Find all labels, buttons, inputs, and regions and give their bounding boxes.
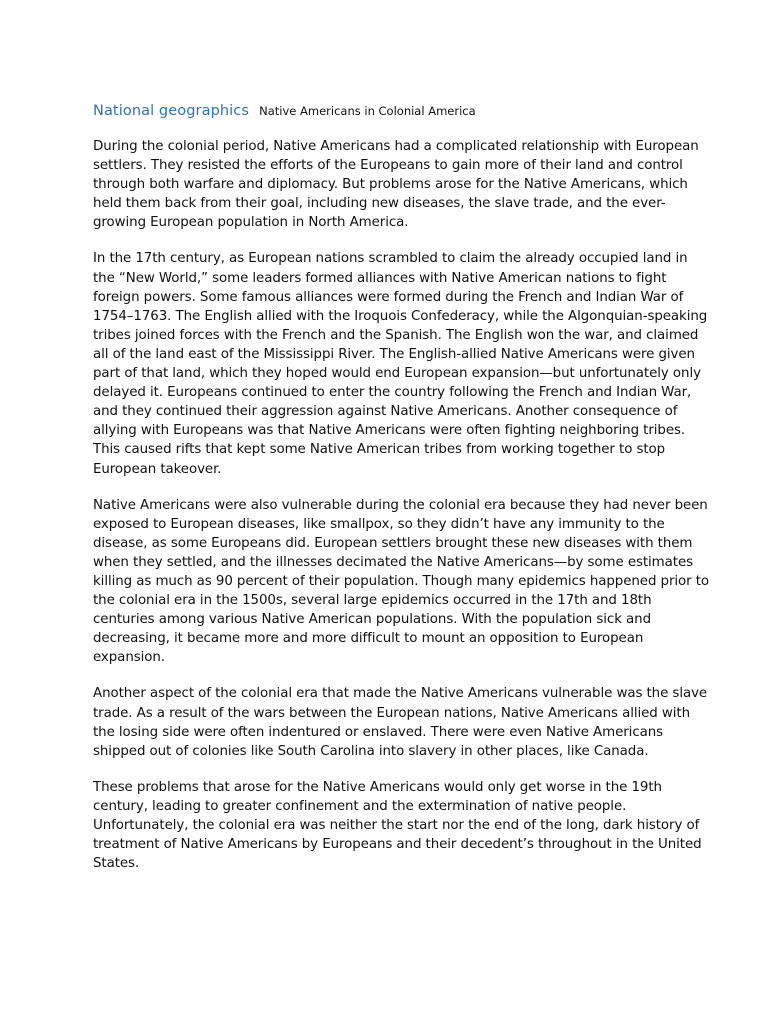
text-line: when they settled, and the illnesses decimated the Native Americans—by some estimates: [93, 554, 693, 570]
text-line: foreign powers. Some famous alliances were formed during the French and Indian War of: [93, 289, 684, 305]
text-line: the colonial era in the 1500s, several large epidemics occurred in the 17th and 18th: [93, 593, 652, 609]
text-line: Unfortunately, the colonial era was neither the start nor the end of the long, dark history of: [93, 818, 700, 833]
text-line: exposed to European diseases, like smallpox, so they didn’t have any immunity to the: [93, 516, 665, 532]
document-body: [93, 137, 710, 890]
text-line: the “New World,” some leaders formed alliances with Native American nations to fight: [93, 270, 667, 286]
text-line: through both warfare and diplomacy. But problems arose for the Native Americans, which: [93, 177, 688, 193]
text-line: century, leading to greater confinement and the extermination of native people.: [93, 798, 627, 814]
text-line: centuries among various Native American populations. With the population sick and: [93, 612, 652, 628]
text-line: part of that land, which they hoped would end European expansion—but unfortunately only: [93, 366, 701, 382]
text-line: all of the land east of the Mississippi River. The English-allied Native Americans were given: [93, 346, 695, 362]
paragraph: [93, 778, 702, 873]
text-line: European takeover.: [93, 461, 222, 477]
text-line: settlers. They resisted the efforts of the Europeans to gain more of their land and control: [93, 158, 683, 174]
text-line: This caused rifts that kept some Native American tribes from working together to stop: [93, 442, 666, 458]
paragraph: [93, 684, 708, 760]
text-line: delayed it. Europeans continued to enter the country following the French and Indian War,: [93, 385, 692, 401]
text-line: allying with Europeans was that Native Americans were often fighting neighboring tribes.: [93, 423, 686, 439]
paragraph: [93, 496, 710, 668]
text-line: treatment of Native Americans by Europeans and their decedent’s throughout in the United: [93, 837, 702, 853]
text-line: States.: [93, 856, 140, 872]
text-line: expansion.: [93, 650, 165, 666]
brand-name: National geographics: [93, 103, 250, 119]
text-line: During the colonial period, Native Americans had a complicated relationship with European: [93, 139, 699, 154]
text-line: decreasing, it became more and more difficult to mount an opposition to European: [93, 631, 644, 647]
text-line: tribes joined forces with the French and the Spanish. The English won the war, and claimed: [93, 327, 699, 343]
text-line: disease, as some Europeans did. European settlers brought these new diseases with them: [93, 535, 693, 551]
text-line: growing European population in North America.: [93, 215, 409, 231]
text-line: Native Americans were also vulnerable during the colonial era because they had never been: [93, 497, 708, 513]
text-line: killing as much as 90 percent of their population. Though many epidemics happened prior to: [93, 573, 710, 589]
text-line: and they continued their aggression against Native Americans. Another consequence of: [93, 404, 678, 420]
text-line: These problems that arose for the Native Americans would only get worse in the 19th: [93, 779, 662, 795]
text-line: In the 17th century, as European nations scrambled to claim the already occupied land in: [93, 251, 688, 267]
text-line: held them back from their goal, including new diseases, the slave trade, and the ever-: [93, 196, 666, 212]
document-header: [93, 100, 476, 119]
text-line: the losing side were often indentured or enslaved. There were even Native Americans: [93, 724, 664, 740]
text-line: shipped out of colonies like South Carolina into slavery in other places, like Canada.: [93, 743, 649, 759]
text-line: Another aspect of the colonial era that made the Native Americans vulnerable was the slave: [93, 686, 708, 702]
text-line: 1754–1763. The English allied with the Iroquois Confederacy, while the Algonquian-speaking: [93, 308, 708, 324]
paragraph: [93, 137, 699, 232]
text-line: trade. As a result of the wars between the European nations, Native Americans allied with: [93, 705, 690, 721]
paragraph: [93, 249, 708, 478]
document-title: Native Americans in Colonial America: [259, 104, 476, 118]
